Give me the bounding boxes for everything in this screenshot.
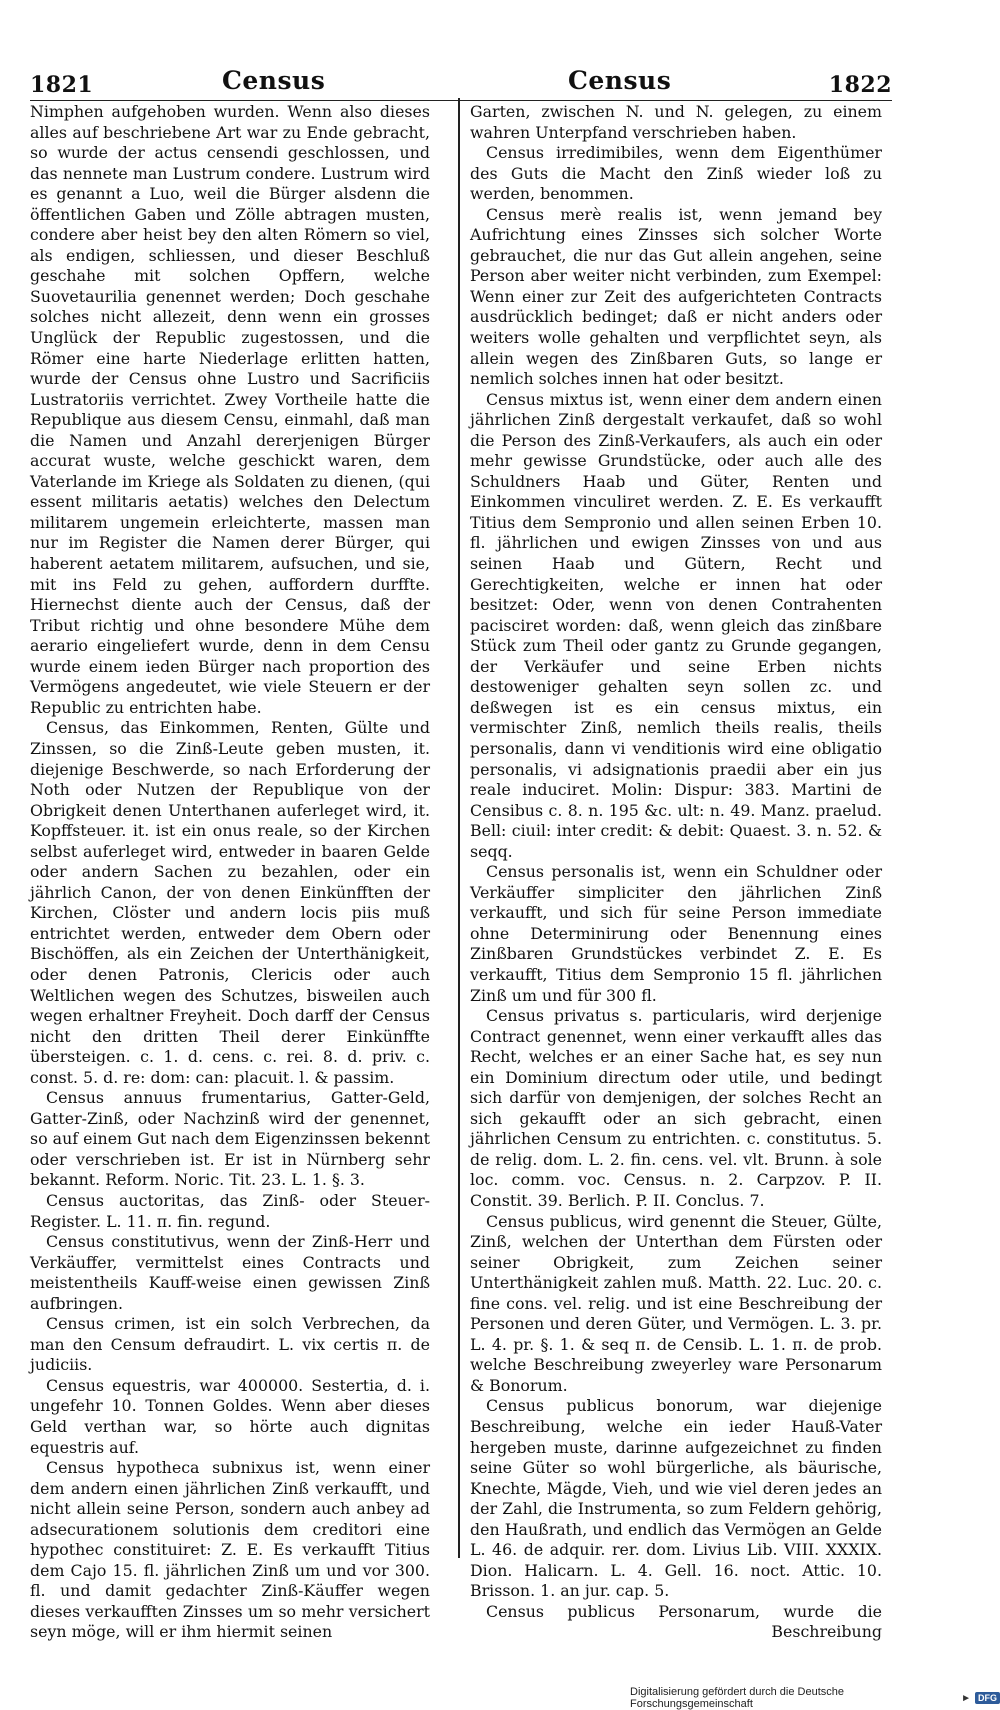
paragraph: Census, das Einkommen, Renten, Gülte und Zinssen, so die Zinß-Leute geben musten, it. diejenige Beschwerde, so nach Erforderung der Noth oder Nutzen der Republique von der Obrigkeit denen Unterthanen auferleget wird, it. Kopffsteuer. it. ist ein onus reale, so der Kirchen selbst auferleget wird, entweder in baaren Gelde oder andern Sachen zu bezahlen, oder ein jährlich Canon, der von denen Einkünfften der Kirchen, Clöster und andern locis piis muß entrichtet werden, entweder dem Obern oder Bischöffen, als ein Zeichen der Unterthänigkeit, oder denen Patronis, Clericis oder auch Weltlichen wegen des Schutzes, bisweilen auch wegen erhaltner Freyheit. Doch darff der Census nicht den dritten Theil derer Einkünffte übersteigen. c. 1. d. cens. c. rei. 8. d. priv. c. const. 5. d. re: dom: can: placuit. l. & passim.: [30, 718, 430, 1087]
paragraph: Census irredimibiles, wenn dem Eigenthümer des Guts die Macht den Zinß wieder loß zu werden, benommen.: [470, 143, 882, 204]
right-running-title: Census: [568, 66, 672, 95]
digitization-footer: [630, 1686, 1000, 1710]
paragraph: Census crimen, ist ein solch Verbrechen, da man den Censum defraudirt. L. vix certis π. de judiciis.: [30, 1314, 430, 1375]
paragraph: Census personalis ist, wenn ein Schuldner oder Verkäuffer simpliciter den jährlichen Zinß verkaufft, und sich für seine Person immediate ohne Determinirung oder Benennung eines Zinßbaren Grundstückes verbindet Z. E. Es verkaufft, Titius dem Sempronio 15 fl. jährlichen Zinß um und für 300 fl.: [470, 862, 882, 1005]
paragraph: Census mixtus ist, wenn einer dem andern einen jährlichen Zinß dergestalt verkaufet, daß so wohl die Person des Zinß-Verkaufers, als auch ein oder mehr gewisse Grundstücke, oder auch alle des Schuldners Haab und Güter, Renten und Einkommen vinculiret werden. Z. E. Es verkaufft Titius dem Sempronio und allen seinen Erben 10. fl. jährlichen und ewigen Zinsses von und aus seinen Haab und Gütern, Recht und Gerechtigkeiten, welche er innen hat oder besitzet: Oder, wenn von denen Contrahenten pacisciret worden: daß, wenn gleich das zinßbare Stück zum Theil oder gantz zu Grunde gegangen, der Verkäufer und seine Erben nichts destoweniger gehalten seyn sollen zc. und deßwegen ist es ein census mixtus, ein vermischter Zinß, nemlich theils realis, theils personalis, dann vi venditionis wird eine obligatio personalis, vi adsignationis praedii aber ein jus reale induciret. Molin: Dispur: 383. Martini de Censibus c. 8. n. 195 &c. ult: n. 49. Manz. praelud. Bell: ciuil: inter credit: & debit: Quaest. 3. n. 52. & seqq.: [470, 389, 882, 861]
arrow-icon: ►: [961, 1692, 971, 1704]
right-column: [470, 102, 882, 1643]
book-page: [30, 62, 892, 101]
paragraph: Census publicus bonorum, war diejenige Beschreibung, welche ein ieder Hauß-Vater hergeben muste, darinne aufgezeichnet zu finden seine Güter so wohl bürgerliche, als bäurische, Knechte, Mägde, Vieh, und wie viel deren jedes an der Zahl, die Instrumenta, so zum Feldern gehörig, den Haußrath, und endlich das Vermögen an Gelde L. 46. de adquir. rer. dom. Livius Lib. VIII. XXXIX. Dion. Halicarn. L. 4. Gell. 16. noct. Attic. 10. Brisson. 1. an jur. cap. 5.: [470, 1396, 882, 1601]
left-page-number: 1821: [30, 72, 94, 98]
footer-credit: Digitalisierung gefördert durch die Deutsche Forschungsgemeinschaft: [630, 1686, 845, 1710]
paragraph: Census annuus frumentarius, Gatter-Geld, Gatter-Zinß, oder Nachzinß wird der genennet, so auf einem Gut nach dem Eigenzinssen bekennt oder verschrieben ist. Er ist in Nürnberg sehr bekannt. Reform. Noric. Tit. 23. L. 1. §. 3.: [30, 1088, 430, 1190]
paragraph: Census privatus s. particularis, wird derjenige Contract genennet, wenn einer verkaufft alles das Recht, welches er an einer Sache hat, es sey nun ein Dominium directum oder utile, und bedingt sich darfür von demjenigen, der solches Recht an sich gekaufft oder an sich gebracht, einen jährlichen Censum zu entrichten. c. constitutus. 5. de relig. dom. L. 2. fin. cens. vel. vlt. Brunn. à sole loc. comm. voc. Census. n. 2. Carpzov. P. II. Constit. 39. Berlich. P. II. Conclus. 7.: [470, 1006, 882, 1210]
paragraph: Census equestris, war 400000. Sestertia, d. i. ungefehr 10. Tonnen Goldes. Wenn aber dieses Geld verthan war, so hörte auch dignitas equestris auf.: [30, 1375, 430, 1457]
paragraph: Garten, zwischen N. und N. gelegen, zu einem wahren Unterpfand verschrieben haben.: [470, 102, 882, 142]
paragraph: Census constitutivus, wenn der Zinß-Herr und Verkäuffer, vermittelst eines Contracts und meistentheils Kauff-weise einen gewissen Zinß aufbringen.: [30, 1232, 430, 1313]
paragraph: Census hypotheca subnixus ist, wenn einer dem andern einen jährlichen Zinß verkaufft, und nicht allein seine Person, sondern auch anbey ad adsecurationem solutionis dem creditori eine hypothec constituiret: Z. E. Es verkaufft Titius dem Cajo 15. fl. jährlichen Zinß um und vor 300. fl. und damit gedachter Zinß-Käuffer wegen dieses verkaufften Zinsses um so mehr versichert seyn möge, will er ihm hiermit seinen: [30, 1458, 430, 1642]
paragraph: Census publicus Personarum, wurde die Beschreibung: [486, 1601, 882, 1642]
paragraph: Census publicus, wird genennt die Steuer, Gülte, Zinß, welchen der Unterthan dem Fürsten oder seiner Obrigkeit, zum Zeichen seiner Unterthänigkeit zahlen muß. Matth. 22. Luc. 20. c. fine cons. vel. relig. und ist eine Beschreibung der Personen und deren Güter, und Vermögen. L. 3. pr. L. 4. pr. §. 1. & seq π. de Censib. L. 1. π. de prob. welche Beschreibung zweyerley ware Personarum & Bonorum.: [470, 1211, 882, 1395]
running-header: [30, 62, 892, 101]
column-divider: [458, 98, 460, 1558]
paragraph: Census merè realis ist, wenn jemand bey Aufrichtung eines Zinsses sich solcher Worte gebrauchet, die nur das Gut allein angehen, seine Person aber weiter nicht verbinden, zum Exempel: Wenn einer zur Zeit des aufgerichteten Contracts ausdrücklich bedinget; daß er nicht anders oder weiters wolle gehalten und verpflichtet seyn, als allein wegen des Zinßbaren Guts, so lange er nemlich solches innen hat oder besitzt.: [470, 204, 882, 389]
left-column: [30, 102, 430, 1643]
dfg-logo: DFG: [975, 1692, 1000, 1704]
left-running-title: Census: [222, 66, 326, 95]
paragraph: Census auctoritas, das Zinß- oder Steuer-Register. L. 11. π. fin. regund.: [30, 1190, 430, 1231]
right-page-number: 1822: [828, 72, 892, 98]
paragraph: Nimphen aufgehoben wurden. Wenn also dieses alles auf beschriebene Art war zu Ende gebracht, so wurde der actus censendi geschlossen, und das nennete man Lustrum condere. Lustrum wird es genannt a Luo, weil die Bürger alsdenn die öffentlichen Gaben und Zölle abtragen musten, condere aber heist bey den alten Römern so viel, als endigen, schliessen, und dieser Beschluß geschahe mit solchen Opffern, welche Suovetaurilia genennet werden; Doch geschahe solches nicht allezeit, denn wenn ein grosses Unglück der Republic zugestossen, und die Römer eine harte Niederlage erlitten hatten, wurde der Census ohne Lustro und Sacrificiis Lustratoriis verrichtet. Zwey Vortheile hatte die Republique aus diesem Censu, einmahl, daß man die Namen und Anzahl dererjenigen Bürger accurat wuste, welche geschickt waren, dem Vaterlande im Kriege als Soldaten zu dienen, (qui essent militaris aetatis) welches den Delectum militarem ungemein erleichterte, massen man nur im Register die Namen derer Bürger, qui haberent aetatem militarem, aufsuchen, und sie, mit ins Feld zu gehen, auffordern durffte. Hiernechst diente auch der Census, daß der Tribut richtig und ohne besondere Mühe dem aerario eingeliefert wurde, denn in dem Censu wurde einem ieden Bürger nach proportion des Vermögens angedeutet, wie viele Steuern er der Republic zu entrichten habe.: [30, 102, 430, 717]
